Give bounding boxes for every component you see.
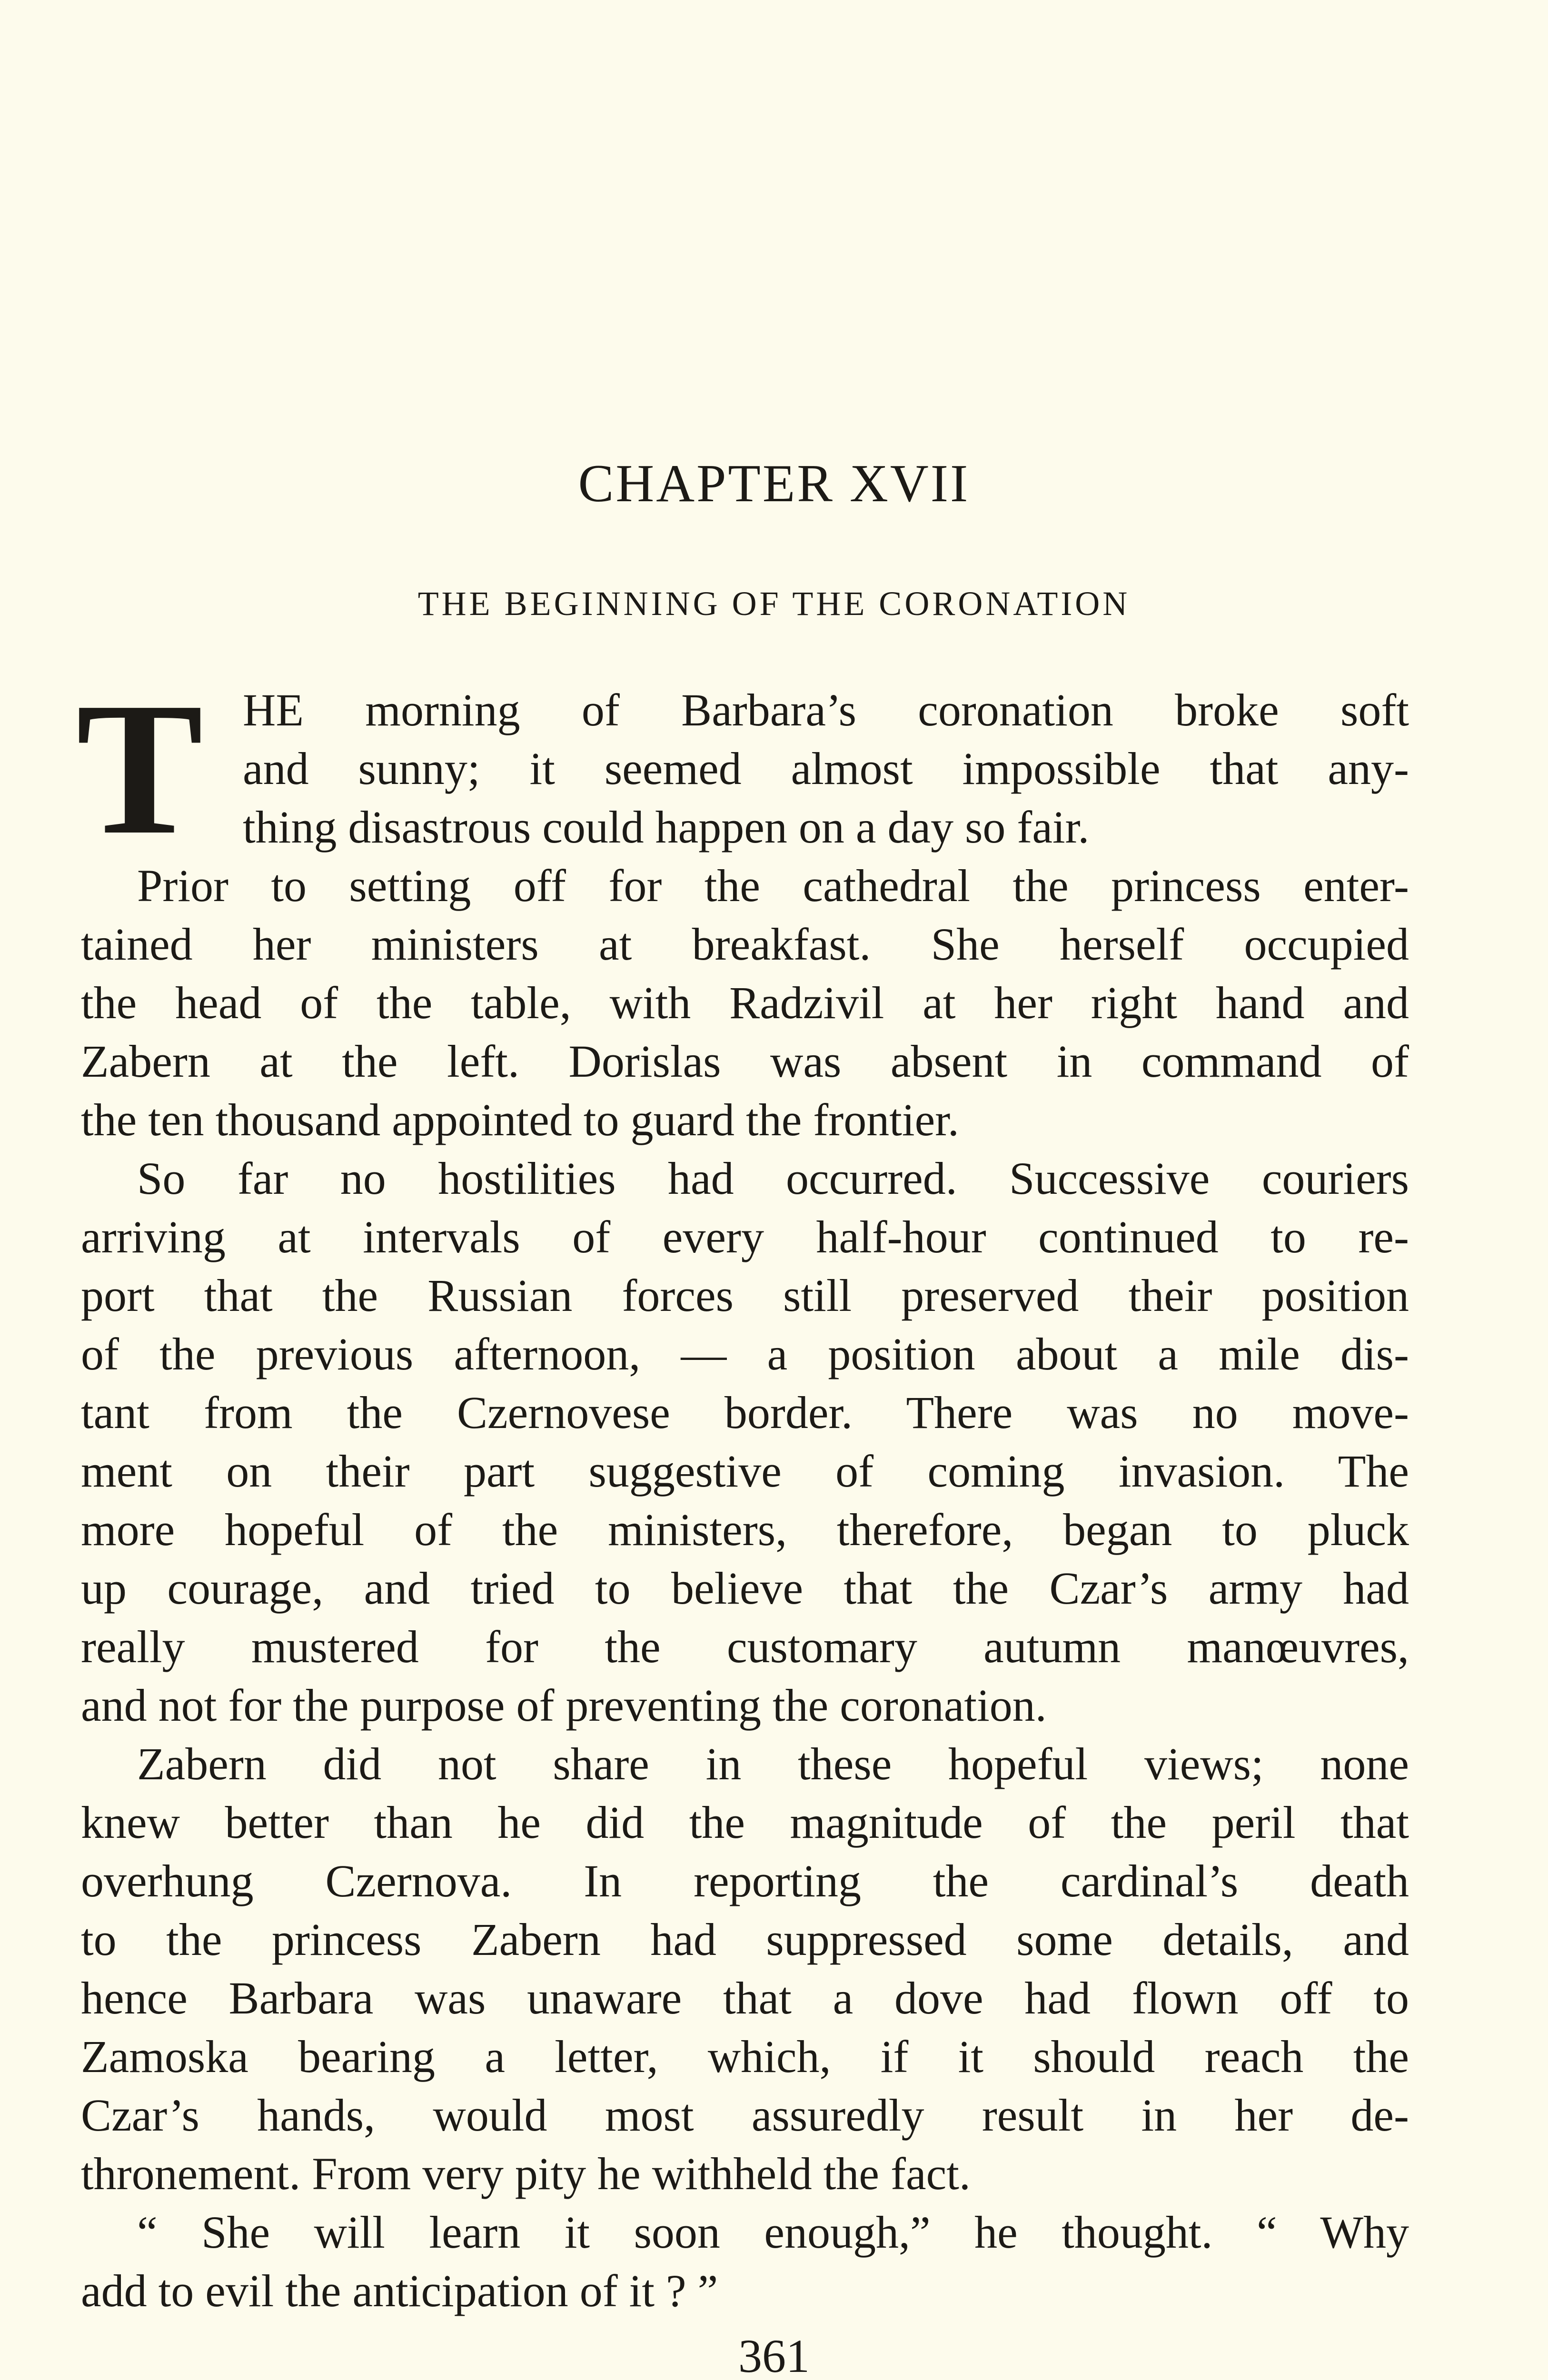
text-line: hence Barbara was unaware that a dove had flown off to — [81, 1973, 1409, 2023]
text-line: tant from the Czernovese border. There was no move- — [81, 1387, 1409, 1438]
text-line: Zabern did not share in these hopeful views; none — [137, 1738, 1409, 1789]
text-line: Zamoska bearing a letter, which, if it should reach the — [81, 2031, 1409, 2082]
text-line: overhung Czernova. In reporting the cardinal’s death — [81, 1855, 1409, 1906]
text-line: add to evil the anticipation of it ? ” — [81, 2265, 718, 2316]
text-line: Zabern at the left. Dorislas was absent in command of — [81, 1036, 1409, 1087]
text-line: arriving at intervals of every half-hour continued to re- — [81, 1211, 1409, 1262]
text-line: ment on their part suggestive of coming invasion. The — [81, 1446, 1409, 1497]
text-line: Prior to setting off for the cathedral the princess enter- — [137, 860, 1409, 911]
text-line: thronement. From very pity he withheld the fact. — [81, 2148, 971, 2199]
text-line: the ten thousand appointed to guard the frontier. — [81, 1094, 959, 1145]
text-line: really mustered for the customary autumn manœuvres, — [81, 1621, 1409, 1672]
text-line: and sunny; it seemed almost impossible that any- — [243, 743, 1409, 794]
text-line: tained her ministers at breakfast. She herself occupied — [81, 919, 1409, 970]
text-line: more hopeful of the ministers, therefore, began to pluck — [81, 1504, 1409, 1555]
body-text — [76, 663, 1409, 2320]
text-line: the head of the table, with Radzivil at her right hand and — [81, 977, 1409, 1028]
text-line: HE morning of Barbara’s coronation broke soft — [243, 684, 1409, 735]
chapter-subtitle: THE BEGINNING OF THE CORONATION — [417, 585, 1131, 623]
text-line: Czar’s hands, would most assuredly result in her de- — [81, 2090, 1409, 2141]
text-line: of the previous afternoon, — a position about a mile dis- — [81, 1329, 1409, 1379]
text-line: to the princess Zabern had suppressed some details, and — [81, 1914, 1409, 1965]
page-number: 361 — [738, 2330, 810, 2380]
text-line: knew better than he did the magnitude of the peril that — [81, 1797, 1409, 1848]
chapter-title: CHAPTER XVII — [578, 454, 970, 513]
drop-cap: T — [76, 663, 203, 874]
text-line: up courage, and tried to believe that the Czar’s army had — [81, 1563, 1409, 1614]
text-line: and not for the purpose of preventing the coronation. — [81, 1680, 1047, 1731]
text-line: port that the Russian forces still preserved their position — [81, 1270, 1409, 1321]
text-line: thing disastrous could happen on a day so fair. — [243, 802, 1090, 853]
text-line: So far no hostilities had occurred. Successive couriers — [137, 1153, 1409, 1204]
text-line: “ She will learn it soon enough,” he thought. “ Why — [137, 2207, 1409, 2258]
